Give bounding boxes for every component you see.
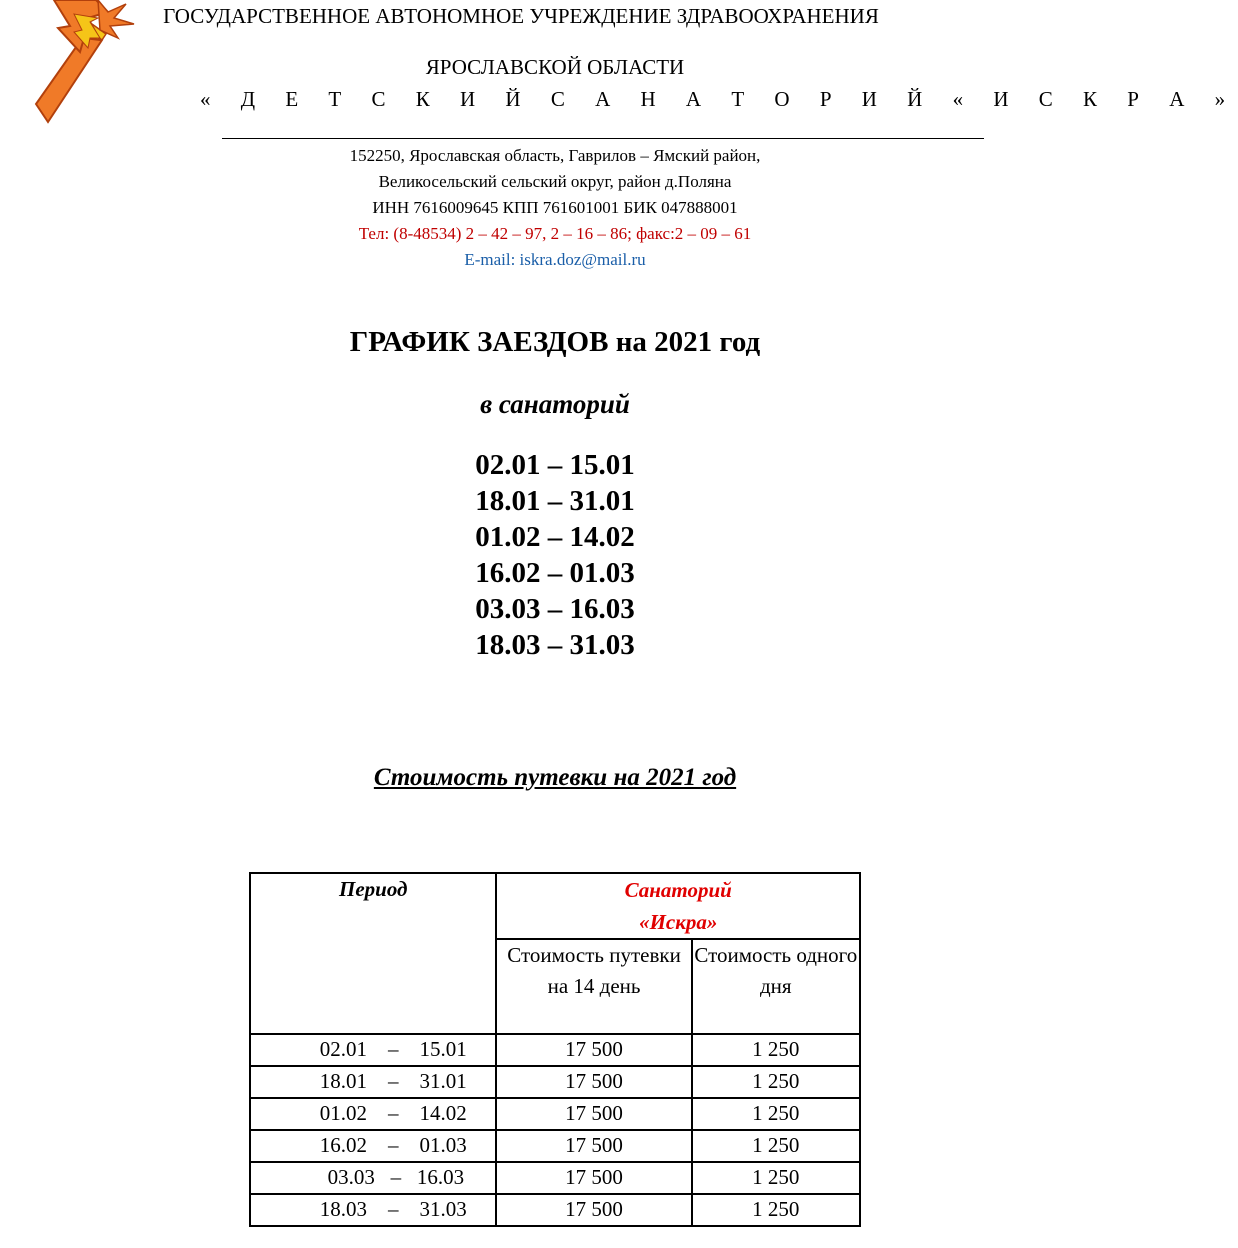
spark-torch-icon [14,0,154,126]
header-period: Период [250,873,496,1034]
schedule-date: 16.02 – 01.03 [475,557,635,589]
cost14-cell: 17 500 [496,1194,691,1226]
schedule-date: 01.02 – 14.02 [475,521,635,553]
day-cost-cell: 1 250 [692,1130,860,1162]
header-sanatorium [496,873,860,939]
period-cell: 01.02 – 14.02 [250,1098,496,1130]
schedule-subtitle: в санаторий [480,389,630,419]
email-link[interactable]: E-mail: iskra.doz@mail.ru [464,250,646,269]
header-cost-day: Стоимость одного дня [692,939,860,1034]
period-cell: 18.03 – 31.03 [250,1194,496,1226]
cost14-cell: 17 500 [496,1098,691,1130]
period-cell: 02.01 – 15.01 [250,1034,496,1066]
table-row [250,1194,860,1226]
schedule-title: ГРАФИК ЗАЕЗДОВ на 2021 год [349,326,761,358]
header-sanatorium-line1: Санаторий [624,878,732,902]
schedule-date: 02.01 – 15.01 [475,449,635,481]
table-row [250,1162,860,1194]
address-line1: 152250, Ярославская область, Гаврилов – Ямский район, [349,146,761,165]
day-cost-cell: 1 250 [692,1098,860,1130]
period-cell: 16.02 – 01.03 [250,1130,496,1162]
price-title-text: Стоимость путевки на 2021 год [373,764,737,791]
phone-line: Тел: (8-48534) 2 – 42 – 97, 2 – 16 – 86; факс:2 – 09 – 61 [358,224,752,243]
cost14-cell: 17 500 [496,1066,691,1098]
price-title [255,764,855,792]
table-row [250,1098,860,1130]
org-name-line1: ГОСУДАРСТВЕННОЕ АВТОНОМНОЕ УЧРЕЖДЕНИЕ ЗДРАВООХРАНЕНИЯ [163,4,879,28]
period-cell: 18.01 – 31.01 [250,1066,496,1098]
header-sanatorium-line2: «Искра» [639,910,718,934]
schedule-date: 18.03 – 31.03 [475,629,635,661]
schedule-dates-list [355,447,755,663]
day-cost-cell: 1 250 [692,1066,860,1098]
day-cost-cell: 1 250 [692,1034,860,1066]
price-table [249,872,861,1227]
header-cost-14: Стоимость путевки на 14 день [496,939,691,1034]
cost14-cell: 17 500 [496,1130,691,1162]
period-cell: 03.03 – 16.03 [250,1162,496,1194]
table-row [250,1034,860,1066]
day-cost-cell: 1 250 [692,1162,860,1194]
day-cost-cell: 1 250 [692,1194,860,1226]
header-divider [222,138,984,139]
table-row [250,1130,860,1162]
schedule-date: 18.01 – 31.01 [475,485,635,517]
requisites-line: ИНН 7616009645 КПП 761601001 БИК 047888001 [372,198,738,217]
cost14-cell: 17 500 [496,1162,691,1194]
address-line2: Великосельский сельский округ, район д.Поляна [378,172,732,191]
org-name-line3: « Д Е Т С К И Й С А Н А Т О Р И Й « И С К Р А » [200,87,1238,111]
table-row [250,1066,860,1098]
cost14-cell: 17 500 [496,1034,691,1066]
schedule-date: 03.03 – 16.03 [475,593,635,625]
org-name-line2: ЯРОСЛАВСКОЙ ОБЛАСТИ [425,55,685,79]
